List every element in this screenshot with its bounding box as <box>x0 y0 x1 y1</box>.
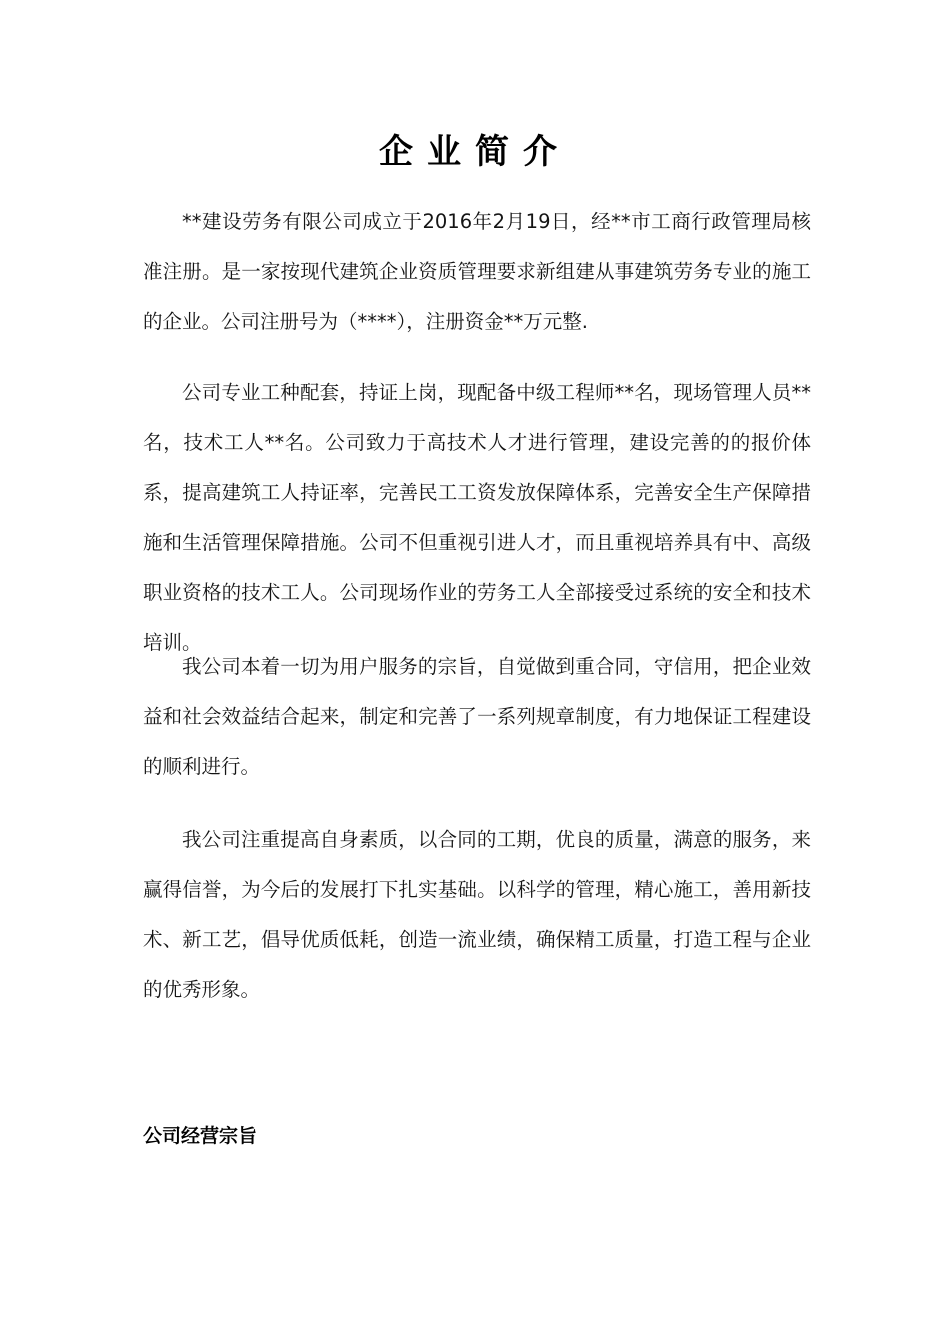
document-title: 企业简介 <box>379 132 571 172</box>
paragraph-service-principle: 我公司本着一切为用户服务的宗旨，自觉做到重合同，守信用，把企业效益和社会效益结合起来，制定和完善了一系列规章制度，有力地保证工程建设的顺利进行。 <box>143 655 811 778</box>
section-heading-business-purpose: 公司经营宗旨 <box>143 1125 258 1147</box>
paragraph-company-registration: **建设劳务有限公司成立于2016年2月19日，经**市工商行政管理局核准注册。是一家按现代建筑企业资质管理要求新组建从事建筑劳务专业的施工的企业。公司注册号为（****），注册资金**万元整. <box>143 210 811 333</box>
paragraph-quality-commitment: 我公司注重提高自身素质，以合同的工期，优良的质量，满意的服务，来赢得信誉，为今后的发展打下扎实基础。以科学的管理，精心施工，善用新技术、新工艺，倡导优质低耗，创造一流业绩，确保精工质量，打造工程与企业的优秀形象。 <box>143 828 811 1001</box>
paragraph-staff-and-training: 公司专业工种配套，持证上岗，现配备中级工程师**名，现场管理人员**名，技术工人**名。公司致力于高技术人才进行管理，建设完善的的报价体系，提高建筑工人持证率，完善民工工资发放保障体系，完善安全生产保障措施和生活管理保障措施。公司不但重视引进人才，而且重视培养具有中、高级职业资格的技术工人。公司现场作业的劳务工人全部接受过系统的安全和技术培训。 <box>143 381 811 654</box>
